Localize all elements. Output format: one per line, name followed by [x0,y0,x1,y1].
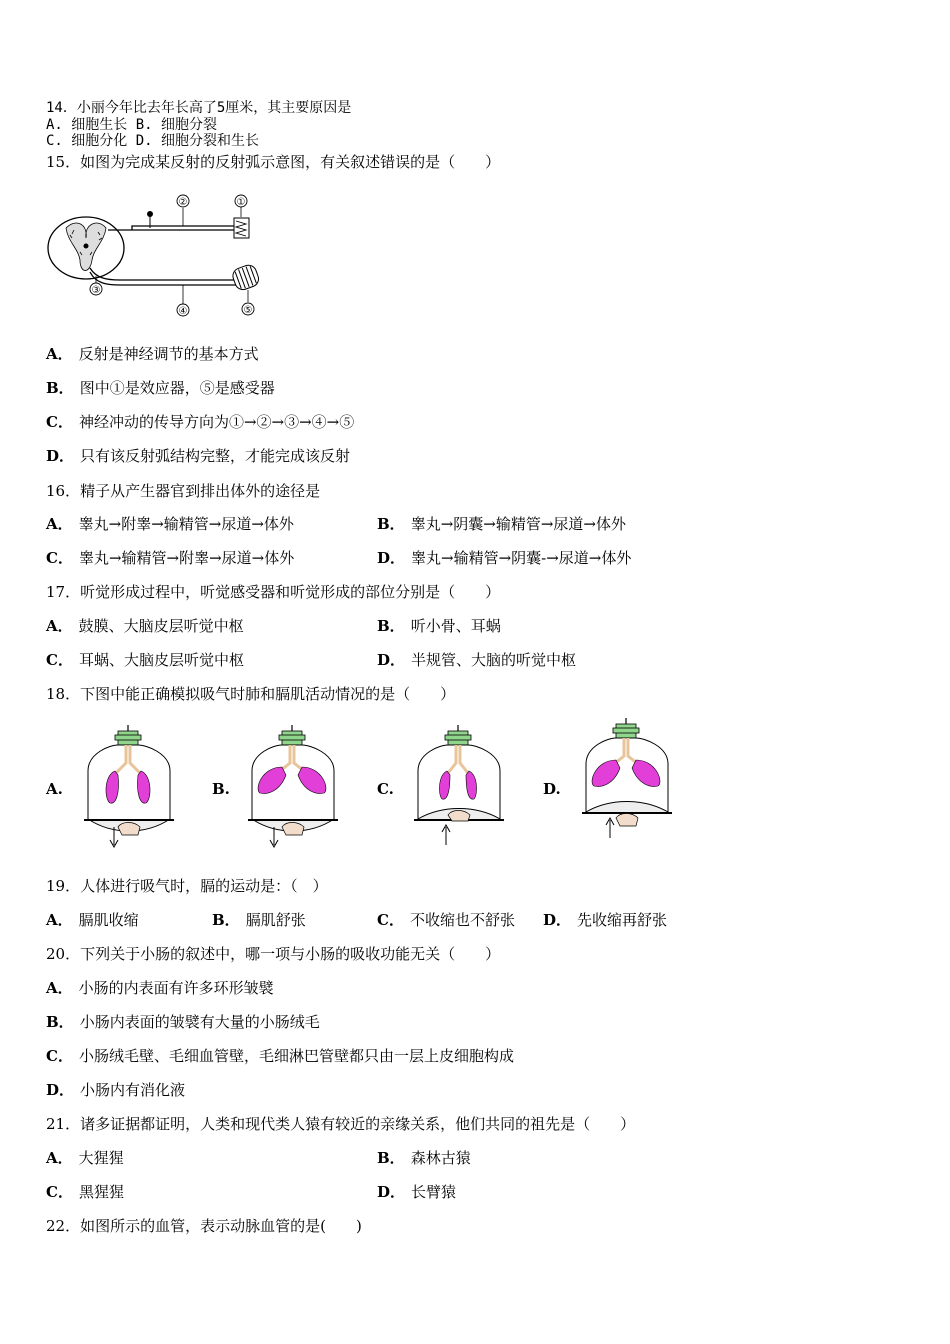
q15-option-c: C． 神经冲动的传导方向为①→②→③→④→⑤ [46,413,355,431]
fig-label-4: ④ [178,306,188,317]
fig-label-2: ② [178,197,188,208]
q20-option-d: D． 小肠内有消化液 [46,1081,186,1099]
q15-option-d: D． 只有该反射弧结构完整，才能完成该反射 [46,447,351,465]
q18-label-c: C. [377,780,394,798]
q14-options-row1: A. 细胞生长 B. 细胞分裂 [46,117,218,133]
bell-jar-a [82,723,176,853]
bell-jar-c [412,723,506,853]
q18-label-b: B. [212,780,230,798]
q17-option-d: D． 半规管、大脑的听觉中枢 [377,651,577,669]
q20-stem: 20．下列关于小肠的叙述中，哪一项与小肠的吸收功能无关（ ） [46,945,501,963]
q19-stem: 19．人体进行吸气时，膈的运动是：（ ） [46,877,328,895]
reflex-arc-diagram [44,190,274,322]
q14-stem: 14．小丽今年比去年长高了5厘米，其主要原因是 [46,100,352,116]
q16-option-a: A． 睾丸→附睾→输精管→尿道→体外 [46,515,294,533]
q20-option-c: C． 小肠绒毛壁、毛细血管壁，毛细淋巴管壁都只由一层上皮细胞构成 [46,1047,514,1065]
q15-option-a: A． 反射是神经调节的基本方式 [46,345,259,363]
fig-label-1: ① [236,197,246,208]
q17-option-a: A． 鼓膜、大脑皮层听觉中枢 [46,617,244,635]
q16-option-d: D． 睾丸→输精管→阴囊-→尿道→体外 [377,549,632,567]
q21-option-c: C． 黑猩猩 [46,1183,124,1201]
q15-option-b: B． 图中①是效应器，⑤是感受器 [46,379,275,397]
q22-stem: 22．如图所示的血管，表示动脉血管的是( ) [46,1217,362,1235]
q20-option-a: A． 小肠的内表面有许多环形皱襞 [46,979,274,997]
q16-stem: 16．精子从产生器官到排出体外的途径是 [46,482,321,500]
q19-option-a: A． 膈肌收缩 [46,911,139,929]
q16-option-b: B． 睾丸→阴囊→输精管→尿道→体外 [377,515,626,533]
bell-jar-d [580,716,674,846]
q20-option-b: B． 小肠内表面的皱襞有大量的小肠绒毛 [46,1013,320,1031]
bell-jar-b [246,723,340,853]
q15-stem: 15．如图为完成某反射的反射弧示意图，有关叙述错误的是（ ） [46,153,501,171]
q16-option-c: C． 睾丸→输精管→附睾→尿道→体外 [46,549,295,567]
q14-options-row2: C. 细胞分化 D. 细胞分裂和生长 [46,133,260,149]
q21-option-a: A． 大猩猩 [46,1149,124,1167]
fig-label-3: ③ [91,285,101,296]
q18-label-d: D. [543,780,561,798]
q19-option-b: B． 膈肌舒张 [212,911,306,929]
q21-option-b: B． 森林古猿 [377,1149,471,1167]
q21-option-d: D． 长臂猿 [377,1183,457,1201]
q21-stem: 21．诸多证据都证明，人类和现代类人猿有较近的亲缘关系，他们共同的祖先是（ ） [46,1115,636,1133]
q17-option-b: B． 听小骨、耳蜗 [377,617,501,635]
q18-label-a: A. [46,780,63,798]
q18-stem: 18．下图中能正确模拟吸气时肺和膈肌活动情况的是（ ） [46,685,456,703]
q17-stem: 17．听觉形成过程中，听觉感受器和听觉形成的部位分别是（ ） [46,583,501,601]
q17-option-c: C． 耳蜗、大脑皮层听觉中枢 [46,651,244,669]
q19-option-c: C． 不收缩也不舒张 [377,911,515,929]
q19-option-d: D． 先收缩再舒张 [543,911,668,929]
fig-label-5: ⑤ [243,305,253,316]
